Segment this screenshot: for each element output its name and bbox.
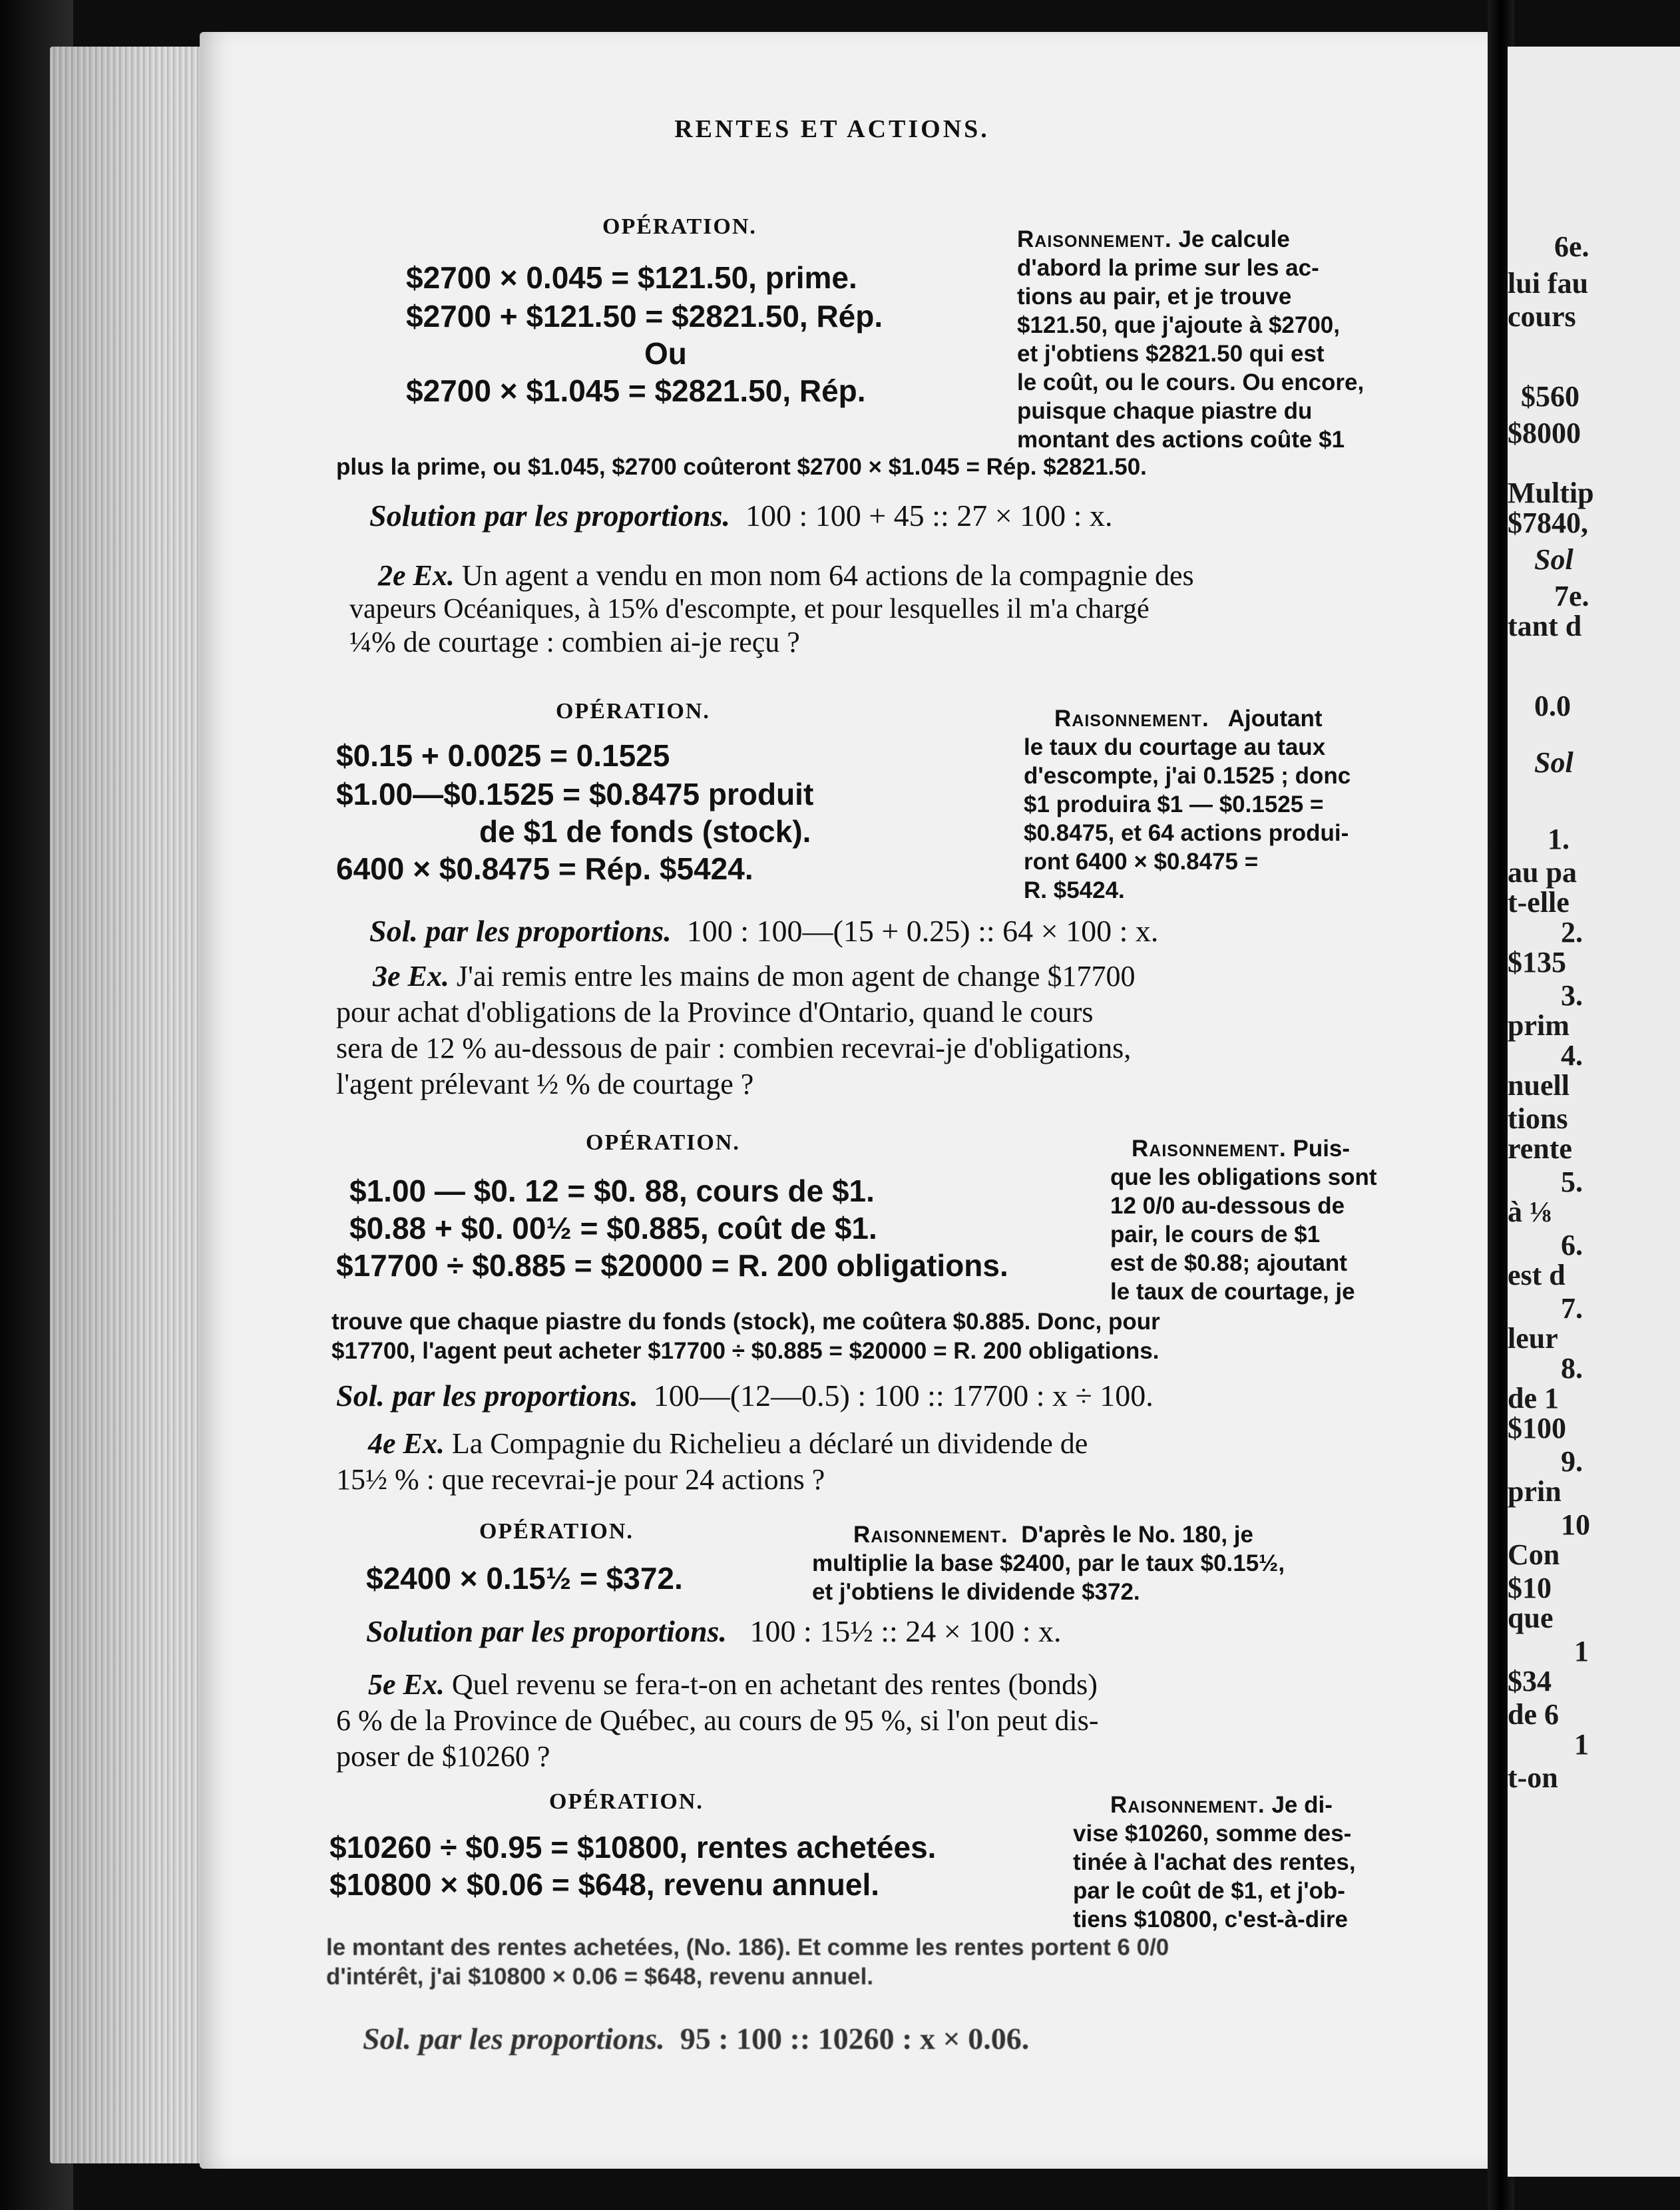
facing-page-fragment: 1. (1548, 823, 1570, 855)
equation-line: $1.00 — $0. 12 = $0. 88, cours de $1. (349, 1174, 875, 1208)
facing-page-fragment: cours (1508, 300, 1576, 333)
solution-label: Sol. par les proportions. (369, 914, 672, 948)
facing-page-fragment: prin (1508, 1475, 1562, 1508)
facing-page-fragment: lui fau (1508, 267, 1589, 300)
reasoning-continuation: plus la prime, ou $1.045, $2700 coûteront $2700 × $1.045 = Rép. $2821.50. (336, 454, 1147, 480)
equation-line: $1.00—$0.1525 = $0.8475 produit (336, 777, 814, 811)
reasoning-line: et j'obtiens $2821.50 qui est (1017, 341, 1325, 367)
reasoning-line: montant des actions coûte $1 (1017, 427, 1345, 453)
reasoning-line: tions au pair, et je trouve (1017, 284, 1292, 310)
facing-page-fragment: de 6 (1508, 1698, 1559, 1731)
reasoning-line: puisque chaque piastre du (1017, 398, 1313, 424)
reasoning-line: $1 produira $1 — $0.1525 = (1024, 791, 1324, 817)
question-line: l'agent prélevant ½ % de courtage ? (336, 1068, 754, 1100)
reasoning-line: d'abord la prime sur les ac- (1017, 255, 1319, 281)
question-line: 3e Ex. J'ai remis entre les mains de mon agent de change $17700 (373, 960, 1136, 993)
facing-page-fragment: rente (1508, 1132, 1572, 1165)
question-line: 2e Ex. Un agent a vendu en mon nom 64 actions de la compagnie des (378, 559, 1194, 592)
equation-line: $2400 × 0.15½ = $372. (366, 1561, 683, 1596)
proportion-solution (336, 1378, 1154, 1413)
solution-label: Sol. par les proportions. (336, 1379, 638, 1413)
reasoning-line: que les obligations sont (1110, 1164, 1377, 1190)
facing-page-fragment: que (1508, 1602, 1554, 1634)
equation-line: $0.15 + 0.0025 = 0.1525 (336, 738, 670, 773)
equation-or: Ou (644, 336, 687, 371)
reasoning-continuation: le montant des rentes achetées, (No. 186). Et comme les rentes portent 6 0/0 (326, 1934, 1169, 1960)
facing-page-fragment: au pa (1508, 856, 1577, 889)
question-line: pour achat d'obligations de la Province d'Ontario, quand le cours (336, 996, 1094, 1028)
equation-line: de $1 de fonds (stock). (479, 814, 811, 849)
operation-heading: OPÉRATION. (479, 1519, 634, 1544)
facing-page-fragment: t-elle (1508, 886, 1570, 919)
reasoning-line: Raisonnement. Je di- (1110, 1792, 1333, 1818)
facing-page-fragment: 4. (1561, 1039, 1583, 1072)
reasoning-continuation: $17700, l'agent peut acheter $17700 ÷ $0.885 = $20000 = R. 200 obligations. (331, 1338, 1159, 1364)
operation-heading: OPÉRATION. (602, 214, 757, 239)
reasoning-line: R. $5424. (1024, 877, 1125, 903)
proportion-solution (369, 498, 1112, 533)
reasoning-label: Raisonnement. (1110, 1792, 1265, 1818)
reasoning-line: Raisonnement. Je calcule (1017, 226, 1290, 252)
facing-page-fragment: 1 (1574, 1635, 1589, 1667)
question-line: 6 % de la Province de Québec, au cours de 95 %, si l'on peut dis- (336, 1704, 1099, 1737)
equation-line: $0.88 + $0. 00½ = $0.885, coût de $1. (349, 1211, 877, 1245)
facing-page-fragment: $135 (1508, 946, 1566, 979)
reasoning-line: et j'obtiens le dividende $372. (812, 1579, 1140, 1605)
facing-page-fragment: 0.0 (1534, 690, 1571, 722)
facing-page-fragment: tions (1508, 1102, 1568, 1135)
equation-line: $10260 ÷ $0.95 = $10800, rentes achetées. (329, 1830, 937, 1865)
question-line: 15½ % : que recevrai-je pour 24 actions ? (336, 1463, 825, 1496)
reasoning-line: le coût, ou le cours. Ou encore, (1017, 369, 1365, 395)
reasoning-label: Raisonnement. (1017, 226, 1172, 252)
facing-page-fragment: 6e. (1554, 230, 1589, 263)
facing-page-fragment: 7e. (1554, 580, 1589, 612)
reasoning-line: Raisonnement. Puis- (1132, 1136, 1351, 1162)
solution-expression: 100 : 100 + 45 :: 27 × 100 : x. (745, 499, 1113, 533)
facing-page-fragment: 1 (1574, 1728, 1589, 1761)
reasoning-label: Raisonnement. (1054, 706, 1209, 732)
facing-page-fragment: 7. (1561, 1292, 1583, 1325)
reasoning-continuation: d'intérêt, j'ai $10800 × 0.06 = $648, revenu annuel. (326, 1964, 874, 1990)
facing-page-fragment: t-on (1508, 1761, 1558, 1794)
equation-line: $2700 × 0.045 = $121.50, prime. (406, 260, 857, 295)
solution-expression: 95 : 100 :: 10260 : x × 0.06. (680, 2022, 1030, 2056)
facing-page-fragment: à ⅛ (1508, 1196, 1552, 1228)
equation-line: $17700 ÷ $0.885 = $20000 = R. 200 obligations. (336, 1248, 1008, 1283)
question-line: sera de 12 % au-dessous de pair : combien recevrai-je d'obligations, (336, 1032, 1132, 1064)
equation-line: $2700 × $1.045 = $2821.50, Rép. (406, 373, 866, 408)
facing-page-fragment: Sol (1534, 746, 1574, 779)
reasoning-line: ront 6400 × $0.8475 = (1024, 849, 1259, 875)
example-label: 3e Ex. (373, 960, 449, 993)
reasoning-continuation: trouve que chaque piastre du fonds (stock), me coûtera $0.885. Donc, pour (331, 1309, 1160, 1335)
reasoning-label: Raisonnement. (1132, 1136, 1287, 1162)
example-label: 4e Ex. (368, 1427, 445, 1460)
proportion-solution (366, 1614, 1062, 1649)
facing-page-fragment: de 1 (1508, 1382, 1559, 1415)
question-line: vapeurs Océaniques, à 15% d'escompte, et pour lesquelles il m'a chargé (349, 594, 1150, 624)
facing-page-fragment: 9. (1561, 1445, 1583, 1478)
solution-label: Solution par les proportions. (366, 1614, 727, 1648)
proportion-solution (363, 2021, 1029, 2056)
facing-page-fragment: prim (1508, 1009, 1570, 1042)
facing-page-fragment: $34 (1508, 1665, 1552, 1697)
reasoning-line: vise $10260, somme des- (1073, 1821, 1352, 1847)
reasoning-line: par le coût de $1, et j'ob- (1073, 1878, 1345, 1904)
facing-page-fragment: Sol (1534, 543, 1574, 576)
page-stack-edge (50, 47, 206, 2163)
facing-page-fragment: leur (1508, 1322, 1558, 1355)
question-line: 4e Ex. La Compagnie du Richelieu a déclaré un dividende de (368, 1427, 1088, 1460)
operation-heading: OPÉRATION. (556, 699, 710, 724)
facing-page-fragment: $560 (1521, 380, 1579, 413)
question-line: poser de $10260 ? (336, 1740, 550, 1773)
facing-page-fragment: $100 (1508, 1412, 1566, 1444)
reasoning-line: 12 0/0 au-dessous de (1110, 1193, 1345, 1219)
facing-page-fragment: est d (1508, 1259, 1566, 1291)
reasoning-line: le taux du courtage au taux (1024, 734, 1326, 760)
question-line: ¼% de courtage : combien ai-je reçu ? (349, 626, 800, 658)
reasoning-line: multiplie la base $2400, par le taux $0.15½, (812, 1550, 1285, 1576)
solution-expression: 100 : 100—(15 + 0.25) :: 64 × 100 : x. (686, 914, 1159, 948)
solution-expression: 100 : 15½ :: 24 × 100 : x. (749, 1614, 1062, 1648)
operation-heading: OPÉRATION. (586, 1130, 740, 1155)
facing-page-fragment: 6. (1561, 1229, 1583, 1261)
proportion-solution (369, 913, 1158, 949)
facing-page-fragment: 3. (1561, 979, 1583, 1012)
solution-label: Solution par les proportions. (369, 499, 730, 533)
facing-page (1508, 47, 1680, 2177)
reasoning-line: tiens $10800, c'est-à-dire (1073, 1906, 1348, 1932)
facing-page-fragment: Con (1508, 1538, 1560, 1571)
facing-page-fragment: $7840, (1508, 507, 1588, 539)
reasoning-line: Raisonnement. Ajoutant (1054, 706, 1323, 732)
reasoning-line: Raisonnement. D'après le No. 180, je (853, 1522, 1253, 1548)
reasoning-line: d'escompte, j'ai 0.1525 ; donc (1024, 763, 1351, 789)
facing-page-fragment: 5. (1561, 1166, 1583, 1198)
facing-page-fragment: 8. (1561, 1352, 1583, 1385)
facing-page-fragment: 10 (1561, 1508, 1590, 1541)
facing-page-fragment: nuell (1508, 1069, 1570, 1102)
page-header: RENTES ET ACTIONS. (674, 115, 990, 143)
reasoning-line: tinée à l'achat des rentes, (1073, 1849, 1356, 1875)
reasoning-line: pair, le cours de $1 (1110, 1221, 1321, 1247)
facing-page-fragment: tant d (1508, 610, 1582, 642)
question-line: 5e Ex. Quel revenu se fera-t-on en achetant des rentes (bonds) (368, 1668, 1098, 1701)
reasoning-label: Raisonnement. (853, 1522, 1008, 1548)
reasoning-line: $0.8475, et 64 actions produi- (1024, 820, 1349, 846)
facing-page-fragment: 2. (1561, 916, 1583, 949)
equation-line: 6400 × $0.8475 = Rép. $5424. (336, 851, 753, 886)
facing-page-fragment: $10 (1508, 1572, 1552, 1604)
equation-line: $10800 × $0.06 = $648, revenu annuel. (329, 1867, 880, 1902)
facing-page-fragment: $8000 (1508, 417, 1581, 449)
example-label: 5e Ex. (368, 1668, 445, 1701)
example-label: 2e Ex. (378, 559, 455, 592)
reasoning-line: $121.50, que j'ajoute à $2700, (1017, 312, 1340, 338)
equation-line: $2700 + $121.50 = $2821.50, Rép. (406, 299, 883, 333)
facing-page-fragment: Multip (1508, 477, 1594, 509)
reasoning-line: est de $0.88; ajoutant (1110, 1250, 1347, 1276)
operation-heading: OPÉRATION. (549, 1789, 704, 1814)
solution-expression: 100—(12—0.5) : 100 :: 17700 : x ÷ 100. (653, 1379, 1154, 1413)
reasoning-line: le taux de courtage, je (1110, 1279, 1355, 1305)
solution-label: Sol. par les proportions. (363, 2022, 665, 2056)
